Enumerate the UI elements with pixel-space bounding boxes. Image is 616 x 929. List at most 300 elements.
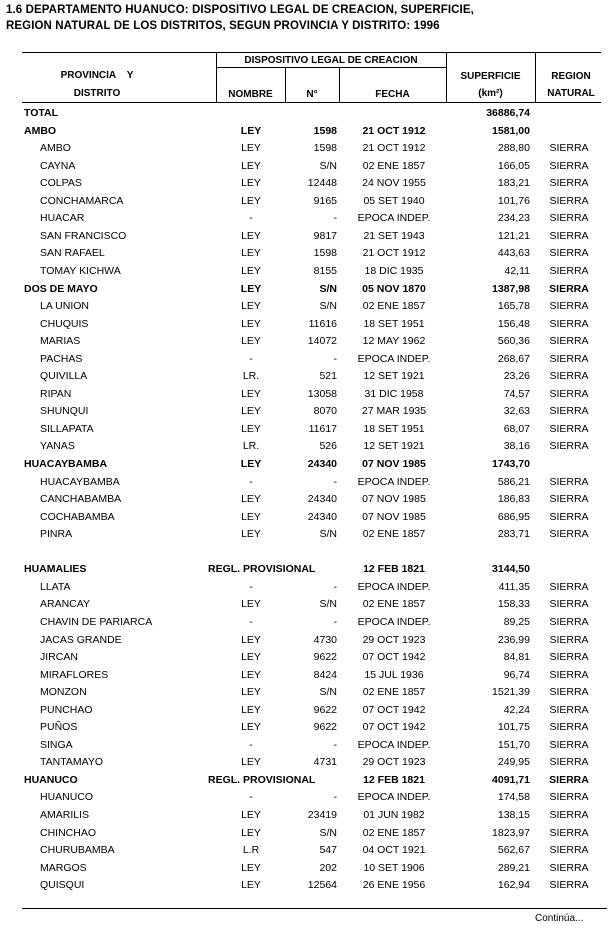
cell-distrito: CHAVIN DE PARIARCA <box>40 615 153 628</box>
cell-dispositivo-numero: 24340 <box>307 458 337 470</box>
table-row <box>0 509 616 527</box>
table-row <box>0 807 616 825</box>
cell-dispositivo-numero: - <box>333 738 337 751</box>
cell-dispositivo-numero: 24340 <box>307 510 337 523</box>
cell-dispositivo-nombre: LEY <box>241 528 261 541</box>
cell-dispositivo-numero: 9622 <box>313 703 337 716</box>
header-nombre: NOMBRE <box>228 89 273 100</box>
table-row <box>0 789 616 807</box>
cell-distrito: RIPAN <box>40 387 72 400</box>
table-row <box>0 825 616 843</box>
table-row <box>0 877 616 895</box>
cell-dispositivo-numero: 526 <box>319 440 337 453</box>
cell-superficie: 74,57 <box>503 387 530 400</box>
table-row <box>0 754 616 772</box>
cell-distrito: HUACAYBAMBA <box>40 475 120 488</box>
cell-superficie: 36886,74 <box>486 107 530 119</box>
table-row <box>0 245 616 263</box>
cell-distrito: SAN FRANCISCO <box>40 229 127 242</box>
cell-dispositivo-nombre: - <box>249 475 253 488</box>
table-row <box>0 491 616 509</box>
cell-superficie: 38,16 <box>503 440 530 453</box>
cell-dispositivo-numero: 1598 <box>313 124 337 137</box>
table-row <box>0 193 616 211</box>
cell-dispositivo-nombre: LEY <box>241 668 261 681</box>
cell-fecha: 01 JUN 1982 <box>363 809 425 821</box>
cell-dispositivo-numero: S/N <box>319 598 337 611</box>
table-row <box>0 579 616 597</box>
table-row <box>0 614 616 632</box>
cell-superficie: 586,21 <box>497 475 530 488</box>
cell-superficie: 4091,71 <box>492 773 530 786</box>
cell-fecha: 29 OCT 1923 <box>362 633 426 646</box>
cell-region: SIERRA <box>549 159 589 172</box>
cell-dispositivo-numero: S/N <box>319 686 337 699</box>
cell-region: SIERRA <box>549 651 589 664</box>
cell-distrito: LLATA <box>40 580 71 593</box>
header-numero: N° <box>306 89 318 100</box>
table-row <box>0 772 616 790</box>
cell-region: SIERRA <box>549 826 589 839</box>
cell-distrito: TANTAMAYO <box>40 756 103 769</box>
table-row <box>0 684 616 702</box>
cell-superficie: 1387,98 <box>492 282 530 295</box>
cell-dispositivo-nombre: LEY <box>240 124 262 137</box>
cell-region: SIERRA <box>549 809 589 821</box>
cell-region: SIERRA <box>549 300 589 313</box>
cell-fecha: 21 SET 1943 <box>363 229 425 242</box>
cell-dispositivo-numero: S/N <box>319 528 337 541</box>
cell-distrito: DOS DE MAYO <box>24 282 98 295</box>
cell-region: SIERRA <box>549 861 589 874</box>
cell-fecha: 12 FEB 1821 <box>363 773 425 786</box>
cell-region: SIERRA <box>549 721 589 734</box>
cell-superficie: 89,25 <box>503 615 530 628</box>
cell-dispositivo-nombre: - <box>249 791 253 804</box>
table-row <box>0 298 616 316</box>
table-row <box>0 105 616 123</box>
cell-dispositivo-nombre: LEY <box>241 177 261 190</box>
cell-distrito: HUACAYBAMBA <box>24 458 108 470</box>
cell-superficie: 1823,97 <box>492 826 530 839</box>
header-dispositivo: DISPOSITIVO LEGAL DE CREACION <box>244 55 418 66</box>
cell-region: SIERRA <box>549 440 589 453</box>
cell-distrito: HUACAR <box>40 212 85 225</box>
cell-distrito: AMARILIS <box>40 809 90 821</box>
table-row <box>0 737 616 755</box>
cell-dispositivo-numero: 13058 <box>307 387 337 400</box>
cell-dispositivo-nombre: LEY <box>241 879 261 892</box>
table-row <box>0 702 616 720</box>
cell-superficie: 42,11 <box>504 264 530 277</box>
cell-dispositivo-nombre: - <box>249 580 253 593</box>
table-row <box>0 351 616 369</box>
cell-superficie: 42,24 <box>503 703 530 716</box>
cell-superficie: 411,35 <box>498 580 530 593</box>
cell-superficie: 234,23 <box>497 212 530 225</box>
header-km2: (km²) <box>478 88 503 99</box>
cell-dispositivo-nombre: - <box>249 212 253 225</box>
cell-region: SIERRA <box>549 791 589 804</box>
cell-fecha: 07 OCT 1942 <box>362 721 426 734</box>
cell-distrito: JACAS GRANDE <box>40 633 122 646</box>
cell-dispositivo-numero: 4730 <box>313 633 337 646</box>
cell-superficie: 283,71 <box>497 528 530 541</box>
table-row <box>0 649 616 667</box>
cell-superficie: 562,67 <box>497 844 530 857</box>
cell-dispositivo-nombre: LEY <box>241 598 261 611</box>
cell-fecha: EPOCA INDEP. <box>357 738 431 751</box>
cell-superficie: 68,07 <box>503 422 530 435</box>
cell-fecha: 24 NOV 1955 <box>362 177 426 190</box>
cell-superficie: 162,94 <box>497 879 530 892</box>
cell-dispositivo-numero: - <box>333 475 337 488</box>
cell-region: SIERRA <box>549 633 589 646</box>
cell-distrito: CHURUBAMBA <box>40 844 115 857</box>
cell-region: SIERRA <box>549 422 589 435</box>
cell-superficie: 101,75 <box>497 721 530 734</box>
cell-distrito: HUAMALIES <box>24 563 87 576</box>
cell-dispositivo-nombre: LEY <box>241 510 261 523</box>
cell-region: SIERRA <box>549 177 589 190</box>
cell-superficie: 1521,39 <box>492 686 530 699</box>
cell-distrito: SAN RAFAEL <box>40 247 105 260</box>
cell-distrito: CHINCHAO <box>40 826 97 839</box>
table-row <box>0 175 616 193</box>
header-region: REGION <box>551 71 591 82</box>
cell-distrito: PUNCHAO <box>40 703 93 716</box>
cell-dispositivo-nombre: LEY <box>241 633 261 646</box>
cell-dispositivo-numero: 11617 <box>308 422 337 435</box>
cell-distrito: TOMAY KICHWA <box>40 264 121 277</box>
table-row <box>0 719 616 737</box>
cell-fecha: 07 OCT 1942 <box>362 703 426 716</box>
title-line-1: 1.6 DEPARTAMENTO HUANUCO: DISPOSITIVO LEGAL DE CREACION, SUPERFICIE, <box>6 4 474 16</box>
cell-dispositivo-numero: 521 <box>319 370 337 383</box>
cell-superficie: 560,36 <box>497 335 530 348</box>
cell-region: SIERRA <box>549 264 589 277</box>
cell-superficie: 151,70 <box>497 738 530 751</box>
header-bottom-rule <box>22 102 601 103</box>
cell-superficie: 236,99 <box>497 633 530 646</box>
table-row <box>0 228 616 246</box>
cell-distrito: ARANCAY <box>40 598 90 611</box>
cell-dispositivo-nombre: LEY <box>241 756 261 769</box>
cell-superficie: 121,21 <box>497 229 530 242</box>
cell-dispositivo-nombre: LEY <box>241 194 261 207</box>
cell-dispositivo-nombre: LEY <box>241 686 261 699</box>
cell-superficie: 32,63 <box>503 405 530 418</box>
cell-dispositivo-nombre: LEY <box>241 861 261 874</box>
cell-superficie: 156,48 <box>497 317 530 330</box>
cell-dispositivo-numero: 12564 <box>307 879 337 892</box>
cell-fecha: 12 FEB 1821 <box>363 563 425 576</box>
cell-region: SIERRA <box>549 668 589 681</box>
cell-dispositivo-nombre: LEY <box>241 264 261 277</box>
cell-dispositivo-numero: 9622 <box>313 651 337 664</box>
cell-superficie: 96,74 <box>503 668 530 681</box>
cell-superficie: 1581,00 <box>492 124 530 137</box>
table-row <box>0 526 616 544</box>
cell-superficie: 23,26 <box>503 370 530 383</box>
cell-dispositivo-nombre: LEY <box>241 826 261 839</box>
cell-dispositivo-nombre: LEY <box>241 809 261 821</box>
table-row <box>0 140 616 158</box>
cell-fecha: 07 NOV 1985 <box>362 493 426 506</box>
cell-distrito: LA UNION <box>40 300 90 313</box>
table-row <box>0 210 616 228</box>
cell-dispositivo-numero: 8155 <box>313 264 337 277</box>
cell-dispositivo-nombre: - <box>249 738 253 751</box>
cell-superficie: 1743,70 <box>492 458 530 470</box>
cell-distrito: HUANUCO <box>40 791 94 804</box>
cell-fecha: EPOCA INDEP. <box>357 475 431 488</box>
cell-fecha: 15 JUL 1936 <box>364 668 424 681</box>
cell-fecha: 02 ENE 1857 <box>362 686 426 699</box>
cell-dispositivo-nombre: LEY <box>241 422 261 435</box>
cell-superficie: 165,78 <box>497 300 530 313</box>
cell-distrito: MONZON <box>40 686 87 699</box>
cell-region: SIERRA <box>549 282 589 295</box>
cell-region: SIERRA <box>549 598 589 611</box>
cell-fecha: 18 SET 1951 <box>363 422 425 435</box>
cell-fecha: 02 ENE 1857 <box>362 598 426 611</box>
cell-region: SIERRA <box>549 352 589 365</box>
cell-fecha: 07 NOV 1985 <box>362 510 426 523</box>
cell-region: SIERRA <box>549 510 589 523</box>
cell-superficie: 288,80 <box>497 142 530 155</box>
cell-region: SIERRA <box>549 493 589 506</box>
cell-dispositivo-numero: 9622 <box>313 721 337 734</box>
cell-region: SIERRA <box>549 738 589 751</box>
header-distrito: DISTRITO <box>73 88 121 99</box>
cell-fecha: 21 OCT 1912 <box>362 142 426 155</box>
cell-fecha: 29 OCT 1923 <box>362 756 426 769</box>
cell-region: SIERRA <box>549 879 589 892</box>
cell-distrito: YANAS <box>40 440 75 453</box>
cell-region: SIERRA <box>549 142 589 155</box>
table-row <box>0 842 616 860</box>
cell-region: SIERRA <box>549 335 589 348</box>
cell-fecha: EPOCA INDEP. <box>357 352 431 365</box>
header-provincia: PROVINCIA Y <box>60 70 134 81</box>
cell-fecha: 02 ENE 1857 <box>362 159 426 172</box>
cell-region: SIERRA <box>549 528 589 541</box>
cell-region: SIERRA <box>549 247 589 260</box>
cell-region: SIERRA <box>549 212 589 225</box>
cell-distrito: CAYNA <box>40 159 76 172</box>
table-row <box>0 860 616 878</box>
cell-distrito: MARGOS <box>40 861 87 874</box>
cell-region: SIERRA <box>549 405 589 418</box>
cell-fecha: 12 SET 1921 <box>363 440 425 453</box>
cell-distrito: QUIVILLA <box>40 370 88 383</box>
cell-distrito: JIRCAN <box>40 651 78 664</box>
cell-superficie: 166,05 <box>497 159 530 172</box>
cell-dispositivo-numero: - <box>333 212 337 225</box>
cell-dispositivo-numero: 9165 <box>313 194 337 207</box>
cell-dispositivo-nombre: LEY <box>241 703 261 716</box>
cell-superficie: 186,83 <box>497 493 530 506</box>
cell-dispositivo-nombre: LEY <box>240 458 262 470</box>
cell-dispositivo-numero: 12448 <box>307 177 337 190</box>
cell-dispositivo-numero: - <box>333 352 337 365</box>
cell-superficie: 443,63 <box>497 247 530 260</box>
cell-dispositivo-numero: 9817 <box>313 229 337 242</box>
cell-fecha: EPOCA INDEP. <box>357 580 431 593</box>
cell-dispositivo-nombre: L.R <box>242 844 260 857</box>
cell-dispositivo-nombre: LEY <box>241 387 261 400</box>
cell-dispositivo-numero: 1598 <box>313 247 337 260</box>
cell-dispositivo-nombre: LEY <box>241 300 261 313</box>
cell-fecha: 04 OCT 1921 <box>362 844 426 857</box>
cell-region: SIERRA <box>549 703 589 716</box>
cell-dispositivo-nombre: LEY <box>241 317 261 330</box>
cell-distrito: MARIAS <box>40 335 81 348</box>
cell-superficie: 289,21 <box>497 861 530 874</box>
cell-dispositivo-nombre: - <box>249 615 253 628</box>
table-row <box>0 123 616 141</box>
cell-superficie: 174,58 <box>497 791 530 804</box>
cell-superficie: 249,95 <box>497 756 530 769</box>
cell-region: SIERRA <box>549 756 589 769</box>
table-row <box>0 667 616 685</box>
header-superficie: SUPERFICIE <box>460 71 521 82</box>
cell-dispositivo-numero: 202 <box>319 861 337 874</box>
cell-distrito: MIRAFLORES <box>40 668 109 681</box>
cell-region: SIERRA <box>549 194 589 207</box>
table-row <box>0 368 616 386</box>
cell-distrito: CONCHAMARCA <box>40 194 124 207</box>
cell-fecha: 02 ENE 1857 <box>362 826 426 839</box>
cell-dispositivo-nombre: LR. <box>242 440 260 453</box>
cell-fecha: 18 DIC 1935 <box>364 264 424 277</box>
cell-distrito: AMBO <box>24 124 57 137</box>
cell-dispositivo-numero: 4731 <box>313 756 337 769</box>
cell-fecha: 12 MAY 1962 <box>362 335 426 348</box>
cell-distrito: AMBO <box>40 142 71 155</box>
cell-dispositivo-numero: S/N <box>319 159 337 172</box>
cell-dispositivo-numero: S/N <box>319 300 337 313</box>
cell-dispositivo-numero: 1598 <box>313 142 337 155</box>
dispositivo-subrule <box>216 67 446 68</box>
cell-distrito: QUISQUI <box>40 879 85 892</box>
table-row <box>0 632 616 650</box>
cell-fecha: 26 ENE 1956 <box>362 879 426 892</box>
cell-fecha: 02 ENE 1857 <box>362 300 426 313</box>
continua-note: Continúa... <box>535 913 584 924</box>
header-top-rule <box>22 52 601 53</box>
cell-distrito: COCHABAMBA <box>40 510 115 523</box>
cell-dispositivo-numero: S/N <box>319 826 337 839</box>
table-row <box>0 596 616 614</box>
header-natural: NATURAL <box>547 88 595 99</box>
table-row <box>0 158 616 176</box>
cell-fecha: 12 SET 1921 <box>363 370 425 383</box>
cell-region: SIERRA <box>549 370 589 383</box>
cell-superficie: 84,81 <box>503 651 530 664</box>
cell-distrito: SINGA <box>40 738 73 751</box>
cell-fecha: 07 NOV 1985 <box>362 458 426 470</box>
table-row <box>0 456 616 474</box>
table-bottom-rule <box>22 908 607 909</box>
cell-distrito: CHUQUIS <box>40 317 89 330</box>
cell-region: SIERRA <box>549 773 589 786</box>
cell-distrito: CANCHABAMBA <box>40 493 122 506</box>
cell-fecha: EPOCA INDEP. <box>357 212 431 225</box>
cell-fecha: 18 SET 1951 <box>363 317 425 330</box>
cell-distrito: PUÑOS <box>40 721 78 734</box>
table-row <box>0 403 616 421</box>
cell-distrito: TOTAL <box>24 107 59 119</box>
cell-region: SIERRA <box>549 387 589 400</box>
cell-dispositivo-numero: S/N <box>319 282 337 295</box>
cell-dispositivo-numero: 14072 <box>307 335 337 348</box>
cell-dispositivo-nombre: LEY <box>241 142 261 155</box>
cell-dispositivo-nombre: LEY <box>241 247 261 260</box>
cell-dispositivo-nombre: LEY <box>241 721 261 734</box>
cell-dispositivo-nombre: LEY <box>241 229 261 242</box>
cell-dispositivo-nombre: LR. <box>242 370 260 383</box>
cell-fecha: 02 ENE 1857 <box>362 528 426 541</box>
cell-dispositivo-nombre: LEY <box>241 405 261 418</box>
table-row <box>0 263 616 281</box>
cell-dispositivo-nombre: LEY <box>240 282 262 295</box>
cell-distrito: SILLAPATA <box>40 422 94 435</box>
cell-dispositivo-numero: 8424 <box>313 668 337 681</box>
cell-superficie: 158,33 <box>497 598 530 611</box>
cell-distrito: PACHAS <box>40 352 83 365</box>
cell-region: SIERRA <box>549 317 589 330</box>
cell-dispositivo-numero: - <box>333 615 337 628</box>
cell-dispositivo-numero: 8070 <box>313 405 337 418</box>
cell-region: SIERRA <box>549 686 589 699</box>
cell-fecha: 05 NOV 1870 <box>362 282 426 295</box>
cell-dispositivo-nombre: REGL. PROVISIONAL <box>208 773 316 786</box>
table-row <box>0 544 616 562</box>
cell-dispositivo-nombre: LEY <box>241 493 261 506</box>
cell-dispositivo-nombre: LEY <box>241 335 261 348</box>
cell-superficie: 686,95 <box>497 510 530 523</box>
cell-distrito: HUANUCO <box>24 773 78 786</box>
table-row <box>0 421 616 439</box>
cell-superficie: 183,21 <box>497 177 530 190</box>
cell-dispositivo-nombre: LEY <box>241 651 261 664</box>
cell-fecha: 10 SET 1906 <box>363 861 425 874</box>
cell-fecha: EPOCA INDEP. <box>357 791 431 804</box>
cell-dispositivo-numero: 23419 <box>307 809 337 821</box>
cell-dispositivo-numero: 24340 <box>307 493 337 506</box>
cell-dispositivo-numero: - <box>333 791 337 804</box>
table-row <box>0 438 616 456</box>
cell-dispositivo-numero: - <box>333 580 337 593</box>
table-row <box>0 386 616 404</box>
cell-distrito: COLPAS <box>40 177 82 190</box>
header-fecha: FECHA <box>375 89 410 100</box>
cell-distrito: PINRA <box>40 528 73 541</box>
cell-region: SIERRA <box>549 229 589 242</box>
cell-superficie: 101,76 <box>497 194 530 207</box>
cell-fecha: EPOCA INDEP. <box>357 615 431 628</box>
cell-fecha: 27 MAR 1935 <box>361 405 427 418</box>
cell-fecha: 05 SET 1940 <box>363 194 425 207</box>
cell-superficie: 3144,50 <box>492 563 530 576</box>
cell-fecha: 21 OCT 1912 <box>362 124 426 137</box>
table-row <box>0 561 616 579</box>
title-line-2: REGION NATURAL DE LOS DISTRITOS, SEGUN PROVINCIA Y DISTRITO: 1996 <box>6 20 440 32</box>
table-row <box>0 474 616 492</box>
cell-region: SIERRA <box>549 580 589 593</box>
